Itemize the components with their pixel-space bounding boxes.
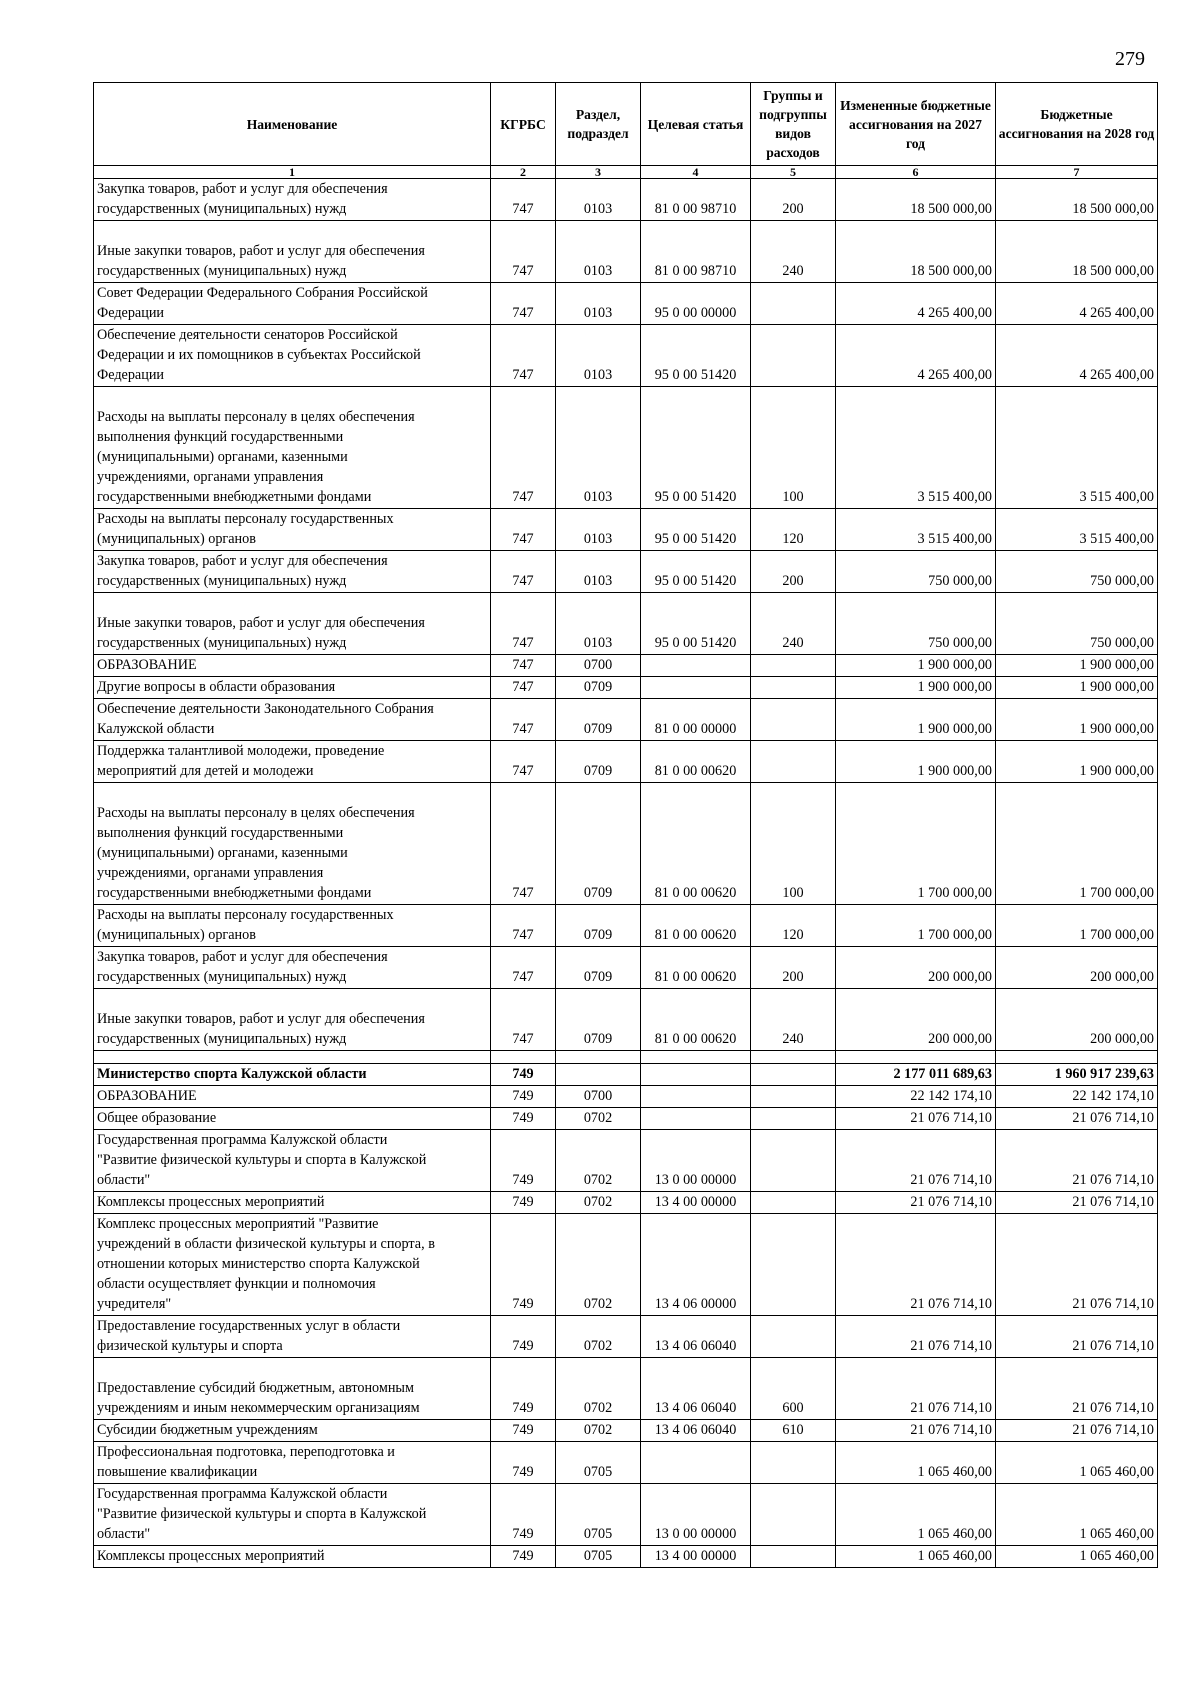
row-razdel-cell: 0709 xyxy=(556,741,641,783)
row-kgrbs-cell: 749 xyxy=(491,1546,556,1568)
row-name-cell xyxy=(94,1442,491,1484)
row-expense-group-cell xyxy=(751,1316,836,1358)
row-amount-2027-cell: 1 065 460,00 xyxy=(836,1546,996,1568)
row-expense-group-cell xyxy=(751,1442,836,1484)
row-kgrbs-cell: 747 xyxy=(491,283,556,325)
row-name-cell xyxy=(94,677,491,699)
row-target-article-cell: 81 0 00 00620 xyxy=(641,989,751,1051)
row-amount-2027-cell: 21 076 714,10 xyxy=(836,1130,996,1192)
row-amount-2027-cell: 200 000,00 xyxy=(836,989,996,1051)
header-razdel: Раздел, подраздел xyxy=(556,83,641,166)
row-target-article-cell: 95 0 00 00000 xyxy=(641,283,751,325)
table-row xyxy=(94,1420,1158,1442)
row-name-cell xyxy=(94,1484,491,1546)
table-row xyxy=(94,593,1158,655)
row-amount-2028-cell: 21 076 714,10 xyxy=(996,1108,1158,1130)
row-amount-2028-cell: 1 065 460,00 xyxy=(996,1484,1158,1546)
row-target-article-cell: 13 0 00 00000 xyxy=(641,1130,751,1192)
row-kgrbs-cell: 749 xyxy=(491,1442,556,1484)
spacer-row xyxy=(94,1051,1158,1064)
row-amount-2027-cell: 18 500 000,00 xyxy=(836,221,996,283)
row-amount-2027-cell: 4 265 400,00 xyxy=(836,283,996,325)
row-name-cell xyxy=(94,509,491,551)
row-name-text: Профессиональная подготовка, переподготовка и повышение квалификации xyxy=(97,1444,395,1480)
row-amount-2027-cell: 21 076 714,10 xyxy=(836,1108,996,1130)
row-expense-group-cell: 600 xyxy=(751,1358,836,1420)
row-razdel-cell: 0103 xyxy=(556,325,641,387)
row-razdel-cell: 0705 xyxy=(556,1484,641,1546)
row-name-text: Общее образование xyxy=(97,1110,217,1126)
spacer-cell xyxy=(491,1051,556,1064)
row-amount-2027-cell: 200 000,00 xyxy=(836,947,996,989)
row-kgrbs-cell: 747 xyxy=(491,677,556,699)
row-amount-2027-cell: 4 265 400,00 xyxy=(836,325,996,387)
row-kgrbs-cell: 747 xyxy=(491,593,556,655)
row-name-text: Обеспечение деятельности Законодательного Собрания Калужской области xyxy=(97,701,434,737)
row-target-article-cell: 81 0 00 00620 xyxy=(641,947,751,989)
row-amount-2027-cell: 3 515 400,00 xyxy=(836,509,996,551)
row-expense-group-cell xyxy=(751,699,836,741)
row-amount-2028-cell: 3 515 400,00 xyxy=(996,387,1158,509)
row-kgrbs-cell: 747 xyxy=(491,387,556,509)
row-razdel-cell: 0709 xyxy=(556,677,641,699)
table-row xyxy=(94,989,1158,1051)
row-expense-group-cell: 100 xyxy=(751,387,836,509)
row-name-text: Закупка товаров, работ и услуг для обеспечения государственных (муниципальных) нужд xyxy=(97,553,388,589)
row-amount-2027-cell: 1 900 000,00 xyxy=(836,741,996,783)
page-number: 279 xyxy=(1115,48,1145,70)
row-name-cell xyxy=(94,387,491,509)
row-razdel-cell: 0709 xyxy=(556,783,641,905)
table-row xyxy=(94,179,1158,221)
row-razdel-cell: 0103 xyxy=(556,387,641,509)
row-name-cell xyxy=(94,179,491,221)
row-kgrbs-cell: 747 xyxy=(491,509,556,551)
row-name-cell xyxy=(94,551,491,593)
row-name-cell xyxy=(94,905,491,947)
row-amount-2027-cell: 3 515 400,00 xyxy=(836,387,996,509)
table-body xyxy=(94,179,1158,1568)
spacer-cell xyxy=(836,1051,996,1064)
row-name-text: ОБРАЗОВАНИЕ xyxy=(97,1088,197,1104)
header-expense-group: Группы и подгруппы видов расходов xyxy=(751,83,836,166)
row-razdel-cell: 0103 xyxy=(556,221,641,283)
row-expense-group-cell xyxy=(751,741,836,783)
row-expense-group-cell xyxy=(751,655,836,677)
row-amount-2028-cell: 200 000,00 xyxy=(996,989,1158,1051)
row-target-article-cell xyxy=(641,1442,751,1484)
row-razdel-cell: 0103 xyxy=(556,593,641,655)
row-expense-group-cell: 240 xyxy=(751,593,836,655)
table-row xyxy=(94,905,1158,947)
row-expense-group-cell: 200 xyxy=(751,947,836,989)
row-amount-2028-cell: 1 065 460,00 xyxy=(996,1442,1158,1484)
row-amount-2028-cell: 4 265 400,00 xyxy=(996,325,1158,387)
row-razdel-cell: 0709 xyxy=(556,905,641,947)
table-row xyxy=(94,325,1158,387)
row-name-text: Иные закупки товаров, работ и услуг для обеспечения государственных (муниципальных) нужд xyxy=(97,1011,425,1047)
row-name-cell xyxy=(94,989,491,1051)
row-name-cell xyxy=(94,1546,491,1568)
row-kgrbs-cell: 749 xyxy=(491,1086,556,1108)
table-row xyxy=(94,387,1158,509)
column-number: 3 xyxy=(556,166,641,179)
row-target-article-cell: 13 4 06 06040 xyxy=(641,1358,751,1420)
spacer-cell xyxy=(556,1051,641,1064)
column-number: 2 xyxy=(491,166,556,179)
header-name: Наименование xyxy=(94,83,491,166)
row-target-article-cell: 95 0 00 51420 xyxy=(641,593,751,655)
row-name-cell xyxy=(94,699,491,741)
row-target-article-cell: 13 4 00 00000 xyxy=(641,1546,751,1568)
row-target-article-cell xyxy=(641,1086,751,1108)
row-razdel-cell: 0705 xyxy=(556,1442,641,1484)
row-expense-group-cell: 240 xyxy=(751,221,836,283)
row-kgrbs-cell: 749 xyxy=(491,1214,556,1316)
row-amount-2028-cell: 22 142 174,10 xyxy=(996,1086,1158,1108)
row-kgrbs-cell: 747 xyxy=(491,551,556,593)
row-target-article-cell: 81 0 00 00620 xyxy=(641,905,751,947)
row-kgrbs-cell: 749 xyxy=(491,1484,556,1546)
row-kgrbs-cell: 749 xyxy=(491,1192,556,1214)
row-amount-2027-cell: 1 700 000,00 xyxy=(836,783,996,905)
row-amount-2027-cell: 22 142 174,10 xyxy=(836,1086,996,1108)
table-row xyxy=(94,1214,1158,1316)
row-amount-2028-cell: 21 076 714,10 xyxy=(996,1358,1158,1420)
row-name-cell xyxy=(94,325,491,387)
row-razdel-cell: 0702 xyxy=(556,1192,641,1214)
table-row xyxy=(94,1108,1158,1130)
row-target-article-cell: 13 4 06 06040 xyxy=(641,1420,751,1442)
row-amount-2027-cell: 1 065 460,00 xyxy=(836,1484,996,1546)
row-name-cell xyxy=(94,741,491,783)
row-kgrbs-cell: 749 xyxy=(491,1108,556,1130)
row-amount-2027-cell: 21 076 714,10 xyxy=(836,1420,996,1442)
row-target-article-cell: 13 4 06 06040 xyxy=(641,1316,751,1358)
row-name-cell xyxy=(94,593,491,655)
row-name-cell xyxy=(94,283,491,325)
row-amount-2028-cell: 21 076 714,10 xyxy=(996,1192,1158,1214)
table-row xyxy=(94,677,1158,699)
row-razdel-cell: 0702 xyxy=(556,1358,641,1420)
row-target-article-cell: 13 4 00 00000 xyxy=(641,1192,751,1214)
row-razdel-cell: 0702 xyxy=(556,1108,641,1130)
spacer-cell xyxy=(751,1051,836,1064)
row-expense-group-cell xyxy=(751,1214,836,1316)
row-name-cell xyxy=(94,1108,491,1130)
row-name-text: Расходы на выплаты персоналу в целях обеспечения выполнения функций государственными (муниципальными) органами, казенными учреждениями, органами управления государственными внебюджетными фондами xyxy=(97,805,415,901)
row-razdel-cell: 0709 xyxy=(556,947,641,989)
row-expense-group-cell xyxy=(751,325,836,387)
row-target-article-cell xyxy=(641,1108,751,1130)
row-name-text: Закупка товаров, работ и услуг для обеспечения государственных (муниципальных) нужд xyxy=(97,181,388,217)
row-target-article-cell xyxy=(641,655,751,677)
table-row xyxy=(94,1316,1158,1358)
row-amount-2028-cell: 21 076 714,10 xyxy=(996,1130,1158,1192)
row-name-text: Комплексы процессных мероприятий xyxy=(97,1194,325,1210)
row-expense-group-cell: 120 xyxy=(751,509,836,551)
row-amount-2027-cell: 750 000,00 xyxy=(836,593,996,655)
row-name-text: Закупка товаров, работ и услуг для обеспечения государственных (муниципальных) нужд xyxy=(97,949,388,985)
row-expense-group-cell: 100 xyxy=(751,783,836,905)
row-amount-2027-cell: 18 500 000,00 xyxy=(836,179,996,221)
row-amount-2027-cell: 1 700 000,00 xyxy=(836,905,996,947)
row-target-article-cell xyxy=(641,677,751,699)
header-kgrbs: КГРБС xyxy=(491,83,556,166)
row-name-text: Другие вопросы в области образования xyxy=(97,679,336,695)
table-row xyxy=(94,1130,1158,1192)
row-amount-2028-cell: 21 076 714,10 xyxy=(996,1214,1158,1316)
row-target-article-cell: 13 0 00 00000 xyxy=(641,1484,751,1546)
row-target-article-cell xyxy=(641,1064,751,1086)
row-kgrbs-cell: 749 xyxy=(491,1358,556,1420)
column-number: 1 xyxy=(94,166,491,179)
row-amount-2027-cell: 21 076 714,10 xyxy=(836,1358,996,1420)
row-expense-group-cell xyxy=(751,283,836,325)
row-target-article-cell: 95 0 00 51420 xyxy=(641,509,751,551)
table-row xyxy=(94,655,1158,677)
table-row xyxy=(94,221,1158,283)
row-razdel-cell: 0702 xyxy=(556,1214,641,1316)
row-target-article-cell: 81 0 00 00620 xyxy=(641,741,751,783)
row-expense-group-cell xyxy=(751,1484,836,1546)
row-kgrbs-cell: 749 xyxy=(491,1130,556,1192)
row-name-text: Министерство спорта Калужской области xyxy=(97,1066,367,1082)
row-name-text: Поддержка талантливой молодежи, проведение мероприятий для детей и молодежи xyxy=(97,743,385,779)
row-kgrbs-cell: 749 xyxy=(491,1316,556,1358)
row-target-article-cell: 81 0 00 98710 xyxy=(641,221,751,283)
row-name-cell xyxy=(94,1214,491,1316)
row-name-text: Расходы на выплаты персоналу в целях обеспечения выполнения функций государственными (муниципальными) органами, казенными учреждениями, органами управления государственными внебюджетными фондами xyxy=(97,409,415,505)
table-row xyxy=(94,283,1158,325)
table-row xyxy=(94,741,1158,783)
table-row xyxy=(94,1358,1158,1420)
row-expense-group-cell xyxy=(751,1108,836,1130)
row-amount-2027-cell: 750 000,00 xyxy=(836,551,996,593)
row-amount-2027-cell: 21 076 714,10 xyxy=(836,1316,996,1358)
row-name-text: Комплекс процессных мероприятий "Развитие учреждений в области физической культуры и спорта, в отношении которых министерство спорта Калужской области осуществляет функции и полномочия учредителя" xyxy=(97,1216,435,1312)
row-kgrbs-cell: 749 xyxy=(491,1420,556,1442)
row-amount-2028-cell: 750 000,00 xyxy=(996,551,1158,593)
row-amount-2028-cell: 18 500 000,00 xyxy=(996,221,1158,283)
row-target-article-cell: 95 0 00 51420 xyxy=(641,551,751,593)
table-row xyxy=(94,783,1158,905)
row-kgrbs-cell: 749 xyxy=(491,1064,556,1086)
row-razdel-cell: 0700 xyxy=(556,1086,641,1108)
row-kgrbs-cell: 747 xyxy=(491,741,556,783)
row-expense-group-cell: 610 xyxy=(751,1420,836,1442)
row-kgrbs-cell: 747 xyxy=(491,947,556,989)
table-row xyxy=(94,699,1158,741)
spacer-cell xyxy=(641,1051,751,1064)
row-name-text: Обеспечение деятельности сенаторов Российской Федерации и их помощников в субъектах Российской Федерации xyxy=(97,327,421,383)
table-row xyxy=(94,1064,1158,1086)
row-target-article-cell: 81 0 00 00000 xyxy=(641,699,751,741)
row-amount-2027-cell: 2 177 011 689,63 xyxy=(836,1064,996,1086)
row-kgrbs-cell: 747 xyxy=(491,905,556,947)
row-name-text: Расходы на выплаты персоналу государственных (муниципальных) органов xyxy=(97,907,394,943)
budget-table xyxy=(93,82,1158,1568)
row-amount-2028-cell: 1 960 917 239,63 xyxy=(996,1064,1158,1086)
row-amount-2028-cell: 21 076 714,10 xyxy=(996,1420,1158,1442)
row-amount-2027-cell: 1 900 000,00 xyxy=(836,677,996,699)
row-name-text: Комплексы процессных мероприятий xyxy=(97,1548,325,1564)
row-amount-2028-cell: 750 000,00 xyxy=(996,593,1158,655)
row-name-cell xyxy=(94,221,491,283)
row-amount-2028-cell: 1 900 000,00 xyxy=(996,677,1158,699)
row-name-text: Расходы на выплаты персоналу государственных (муниципальных) органов xyxy=(97,511,394,547)
table-row xyxy=(94,1192,1158,1214)
row-name-cell xyxy=(94,1086,491,1108)
row-amount-2028-cell: 1 065 460,00 xyxy=(996,1546,1158,1568)
row-kgrbs-cell: 747 xyxy=(491,655,556,677)
column-numbers-row xyxy=(94,166,1158,179)
row-expense-group-cell xyxy=(751,1130,836,1192)
row-kgrbs-cell: 747 xyxy=(491,325,556,387)
row-razdel-cell: 0702 xyxy=(556,1316,641,1358)
row-amount-2028-cell: 21 076 714,10 xyxy=(996,1316,1158,1358)
row-expense-group-cell: 200 xyxy=(751,551,836,593)
row-razdel-cell: 0709 xyxy=(556,699,641,741)
column-number: 6 xyxy=(836,166,996,179)
table-row xyxy=(94,1442,1158,1484)
row-expense-group-cell: 120 xyxy=(751,905,836,947)
row-amount-2027-cell: 21 076 714,10 xyxy=(836,1192,996,1214)
table-row xyxy=(94,1086,1158,1108)
row-expense-group-cell: 200 xyxy=(751,179,836,221)
row-name-text: Совет Федерации Федерального Собрания Российской Федерации xyxy=(97,285,428,321)
row-amount-2027-cell: 1 900 000,00 xyxy=(836,655,996,677)
row-amount-2028-cell: 1 700 000,00 xyxy=(996,905,1158,947)
row-name-cell xyxy=(94,947,491,989)
row-expense-group-cell xyxy=(751,1192,836,1214)
row-name-text: Государственная программа Калужской области "Развитие физической культуры и спорта в Калужской области" xyxy=(97,1132,427,1188)
row-name-text: Предоставление субсидий бюджетным, автономным учреждениям и иным некоммерческим организациям xyxy=(97,1380,420,1416)
row-amount-2027-cell: 21 076 714,10 xyxy=(836,1214,996,1316)
row-name-cell xyxy=(94,1358,491,1420)
row-expense-group-cell xyxy=(751,1086,836,1108)
row-razdel-cell: 0702 xyxy=(556,1420,641,1442)
row-razdel-cell: 0103 xyxy=(556,283,641,325)
column-number: 7 xyxy=(996,166,1158,179)
column-number: 5 xyxy=(751,166,836,179)
row-razdel-cell: 0705 xyxy=(556,1546,641,1568)
row-name-cell xyxy=(94,1192,491,1214)
header-2028: Бюджетные ассигнования на 2028 год xyxy=(996,83,1158,166)
row-amount-2028-cell: 18 500 000,00 xyxy=(996,179,1158,221)
column-number: 4 xyxy=(641,166,751,179)
row-amount-2028-cell: 1 900 000,00 xyxy=(996,655,1158,677)
row-name-cell xyxy=(94,1130,491,1192)
row-expense-group-cell xyxy=(751,1064,836,1086)
row-razdel-cell: 0103 xyxy=(556,509,641,551)
row-target-article-cell: 13 4 06 00000 xyxy=(641,1214,751,1316)
spacer-cell xyxy=(996,1051,1158,1064)
row-target-article-cell: 95 0 00 51420 xyxy=(641,325,751,387)
row-amount-2028-cell: 1 900 000,00 xyxy=(996,699,1158,741)
row-razdel-cell: 0103 xyxy=(556,179,641,221)
row-amount-2028-cell: 3 515 400,00 xyxy=(996,509,1158,551)
row-target-article-cell: 95 0 00 51420 xyxy=(641,387,751,509)
row-name-text: Государственная программа Калужской области "Развитие физической культуры и спорта в Калужской области" xyxy=(97,1486,427,1542)
row-razdel-cell: 0702 xyxy=(556,1130,641,1192)
row-name-text: ОБРАЗОВАНИЕ xyxy=(97,657,197,673)
row-name-text: Предоставление государственных услуг в области физической культуры и спорта xyxy=(97,1318,401,1354)
table-row xyxy=(94,947,1158,989)
row-razdel-cell xyxy=(556,1064,641,1086)
table-row xyxy=(94,509,1158,551)
table-row xyxy=(94,1546,1158,1568)
row-amount-2028-cell: 200 000,00 xyxy=(996,947,1158,989)
row-name-text: Субсидии бюджетным учреждениям xyxy=(97,1422,318,1438)
table-row xyxy=(94,551,1158,593)
row-name-cell xyxy=(94,1064,491,1086)
row-name-cell xyxy=(94,783,491,905)
spacer-cell xyxy=(94,1051,491,1064)
row-expense-group-cell xyxy=(751,1546,836,1568)
row-target-article-cell: 81 0 00 98710 xyxy=(641,179,751,221)
row-name-text: Иные закупки товаров, работ и услуг для обеспечения государственных (муниципальных) нужд xyxy=(97,243,425,279)
row-amount-2027-cell: 1 900 000,00 xyxy=(836,699,996,741)
row-amount-2028-cell: 1 900 000,00 xyxy=(996,741,1158,783)
row-razdel-cell: 0700 xyxy=(556,655,641,677)
header-target-article: Целевая статья xyxy=(641,83,751,166)
row-amount-2028-cell: 1 700 000,00 xyxy=(996,783,1158,905)
row-razdel-cell: 0103 xyxy=(556,551,641,593)
row-name-text: Иные закупки товаров, работ и услуг для обеспечения государственных (муниципальных) нужд xyxy=(97,615,425,651)
row-name-cell xyxy=(94,1316,491,1358)
row-amount-2027-cell: 1 065 460,00 xyxy=(836,1442,996,1484)
row-target-article-cell: 81 0 00 00620 xyxy=(641,783,751,905)
header-row xyxy=(94,83,1158,166)
row-expense-group-cell xyxy=(751,677,836,699)
header-2027: Измененные бюджетные ассигнования на 2027 год xyxy=(836,83,996,166)
row-name-cell xyxy=(94,655,491,677)
table-row xyxy=(94,1484,1158,1546)
row-kgrbs-cell: 747 xyxy=(491,989,556,1051)
row-name-cell xyxy=(94,1420,491,1442)
row-kgrbs-cell: 747 xyxy=(491,221,556,283)
row-razdel-cell: 0709 xyxy=(556,989,641,1051)
row-expense-group-cell: 240 xyxy=(751,989,836,1051)
row-kgrbs-cell: 747 xyxy=(491,179,556,221)
row-amount-2028-cell: 4 265 400,00 xyxy=(996,283,1158,325)
row-kgrbs-cell: 747 xyxy=(491,783,556,905)
row-kgrbs-cell: 747 xyxy=(491,699,556,741)
